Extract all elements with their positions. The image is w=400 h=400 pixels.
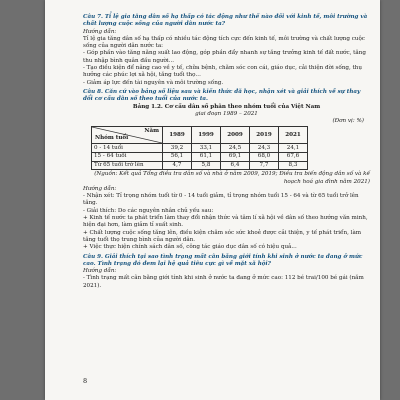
table-cell: 69,1 — [221, 153, 250, 162]
question-8-line: + Chất lượng cuộc sống tăng lên, điều kiện chăm sóc sức khoẻ được cải thiện, y tế phát triển, làm tăng tuổi thọ trung bình của người dân. — [83, 229, 362, 243]
row-label: 15 - 64 tuổi — [92, 153, 163, 162]
question-9-heading: Câu 9. Giải thích tại sao tình trạng mất cân bằng giới tính khi sinh ở nước ta đang ở mức cao. Tình trạng đó đem lại hệ quả tiêu cực gì về mặt xã hội? — [83, 253, 363, 267]
table-corner-cell — [92, 127, 163, 144]
row-label: 0 - 14 tuổi — [92, 144, 163, 153]
table-unit: (Đơn vị: %) — [332, 118, 364, 125]
table-header-year: 1999 — [192, 127, 221, 144]
question-9-guide-label: Hướng dẫn: — [83, 268, 117, 275]
table-cell: 24,5 — [221, 144, 250, 153]
table-header-row — [92, 127, 308, 144]
table-cell: 7,7 — [250, 161, 279, 170]
document-page — [45, 0, 380, 400]
question-7-guide-label: Hướng dẫn: — [83, 28, 117, 35]
table-cell: 39,2 — [163, 144, 192, 153]
page-number: 8 — [83, 377, 88, 385]
table-cell: 6,4 — [221, 161, 250, 170]
question-7-line: - Góp phần vào tăng năng suất lao động, góp phần đẩy nhanh sự tăng trưởng kinh tế đất nước, tăng thu nhập bình quân đầu người... — [83, 50, 366, 64]
table-row — [92, 144, 308, 153]
question-7-line: Tỉ lệ gia tăng dân số hạ thấp có nhiều tác động tích cực đến kinh tế, môi trường và chất lượng cuộc sống của người dân nước ta: — [83, 35, 365, 50]
table-header-year: 2009 — [221, 127, 250, 144]
table-cell: 68,0 — [250, 153, 279, 162]
table-header-year: 2019 — [250, 127, 279, 144]
table-cell: 56,1 — [163, 153, 192, 162]
table-header-year: 2021 — [279, 127, 308, 144]
question-8-heading: Câu 8. Căn cứ vào bảng số liệu sau và kiến thức đã học, nhận xét và giải thích về sự thay đổi cơ cấu dân số theo tuổi của nước ta. — [83, 88, 361, 103]
question-8-guide-label: Hướng dẫn: — [83, 185, 117, 192]
question-8-line: - Nhận xét: Tỉ trọng nhóm tuổi từ 0 - 14 tuổi giảm, tỉ trọng nhóm tuổi 15 - 64 và từ 65 tuổi trở lên tăng. — [83, 193, 359, 207]
table-header-year: 1989 — [163, 127, 192, 144]
table-row — [92, 161, 308, 170]
table-cell: 61,1 — [192, 153, 221, 162]
question-7-line: - Giảm áp lực đến tài nguyên và môi trường sống. — [83, 79, 224, 86]
table-cell: 24,1 — [279, 144, 308, 153]
table-subtitle: giai đoạn 1989 – 2021 — [195, 110, 258, 117]
question-8-line: + Kinh tế nước ta phát triển làm thay đổi nhận thức và tâm lí xã hội về dân số theo hướng văn minh, hiện đại hơn, làm giảm tỉ suất sinh. — [83, 215, 368, 229]
table-cell: 33,1 — [192, 144, 221, 153]
table-cell: 8,3 — [279, 161, 308, 170]
question-9-line: - Tình trạng mất cân bằng giới tính khi sinh ở nước ta đang ở mức cao: 112 bé trai/100 bé gái (năm 2021). — [83, 275, 364, 289]
question-7-heading: Câu 7. Tỉ lệ gia tăng dân số hạ thấp có tác động như thế nào đối với kinh tế, môi trường và chất lượng cuộc sống của người dân nước ta? — [83, 14, 368, 28]
page-content — [83, 14, 370, 290]
question-8-line: - Giải thích: Do các nguyên nhân chủ yếu sau: — [83, 207, 214, 214]
corner-label-age-group: Nhóm tuổi — [95, 135, 129, 142]
age-structure-table — [91, 126, 308, 170]
table-cell: 67,6 — [279, 153, 308, 162]
table-title: Bảng 1.2. Cơ cấu dân số phân theo nhóm tuổi của Việt Nam — [132, 103, 321, 110]
table-cell: 5,8 — [192, 161, 221, 170]
table-cell: 24,3 — [250, 144, 279, 153]
question-7-line: - Tạo điều kiện để nâng cao về y tế, chữa bệnh, chăm sóc con cái, giáo dục, cải thiện đời sống, thụ hưởng các phúc lợi xã hội, tăng tuổi thọ... — [83, 65, 363, 79]
table-row — [92, 153, 308, 162]
row-label: Từ 65 tuổi trở lên — [92, 161, 163, 170]
table-source: (Nguồn: Kết quả Tổng điều tra dân số và nhà ở năm 2009, 2019; Điều tra biến động dân số và kế hoạch hoá gia đình năm 2021) — [94, 171, 370, 185]
corner-label-year: Năm — [144, 128, 159, 135]
question-8-line: + Việc thực hiện chính sách dân số, công tác giáo dục dân số có hiệu quả... — [83, 244, 297, 251]
table-cell: 4,7 — [163, 161, 192, 170]
